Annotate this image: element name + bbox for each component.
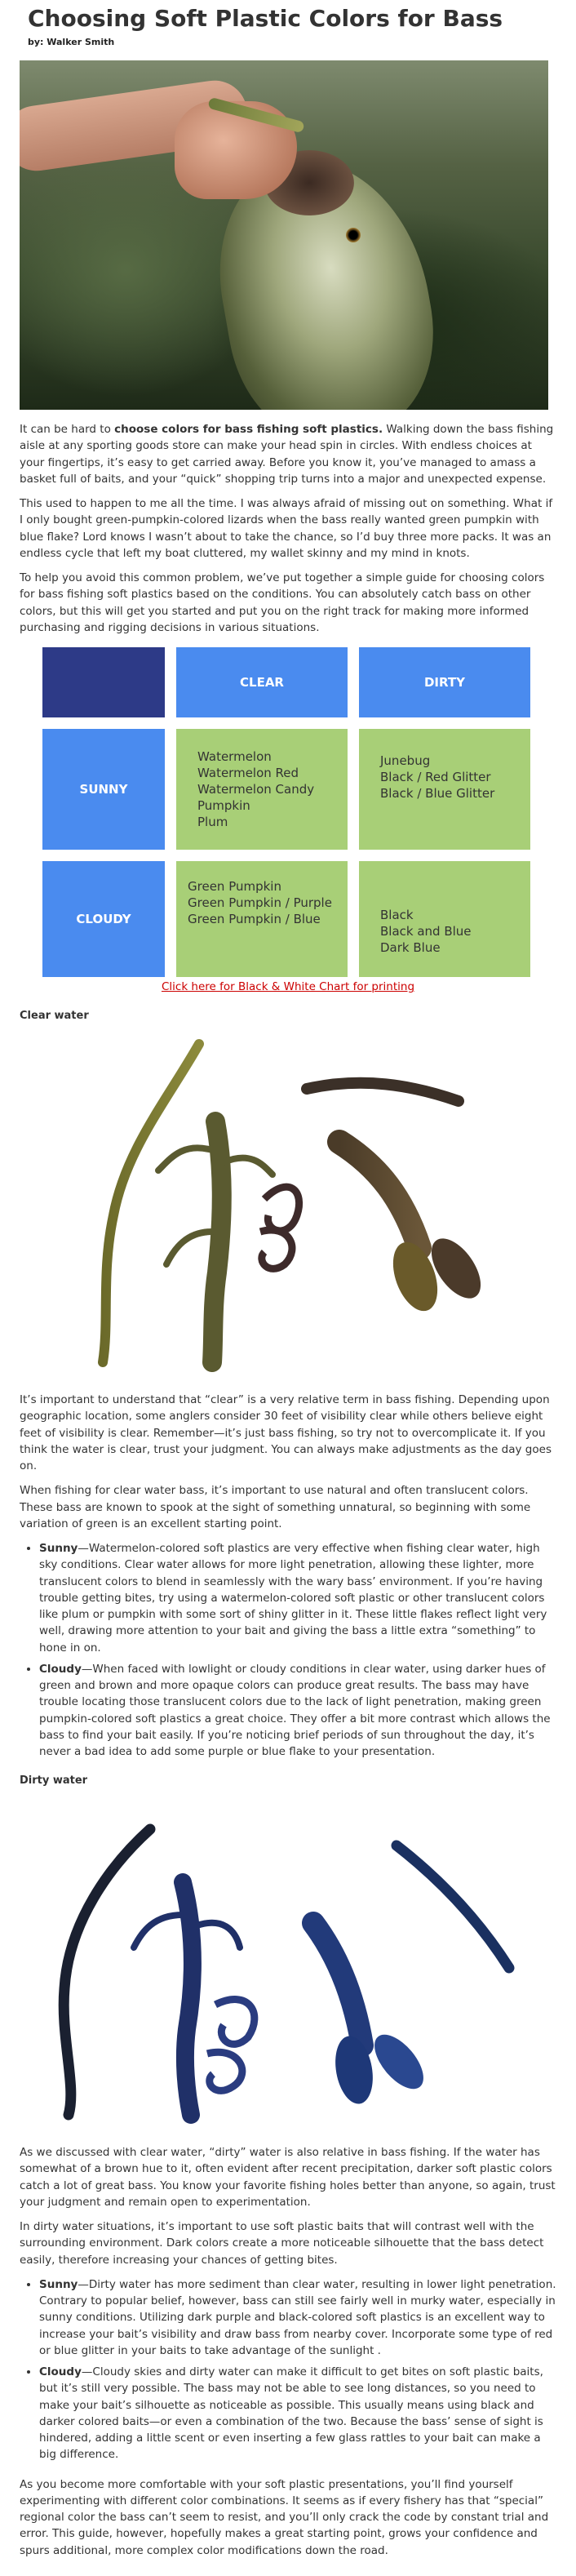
dirty-water-heading: Dirty water <box>20 1774 88 1788</box>
page-title: Choosing Soft Plastic Colors for Bass <box>28 5 503 32</box>
dirty-lure-craw-body <box>313 1923 362 2045</box>
bullet-text: —Dirty water has more sediment than clear water, resulting in lower light penetration. Contrary to popular belief, however, bass can still see fairly well in murky water, especially in sunny conditions. Utilizing dark purple and black-colored soft plastics is an excellent way to increase your bait’s visibility and draw bass from nearby cover. Incorporate some type of red or blue glitter in your baits to take advantage of the sunlight . <box>39 2277 556 2357</box>
intro-bold-text: choose colors for bass fishing soft plastics. <box>114 423 383 436</box>
intro-paragraph-3: To help you avoid this common problem, we’ve put together a simple guide for choosing colors for bass fishing soft plastics based on the conditions. You can absolutely catch bass on other colors, but this will get you started and put you on the right track for making more informed purchasing and rigging decisions in various situations. <box>20 571 545 634</box>
chart-color-item: Black / Blue Glitter <box>380 786 495 801</box>
list-item <box>39 2276 556 2359</box>
chart-row-sunny: SUNNY <box>42 729 165 850</box>
dirty-water-paragraph-1: As we discussed with clear water, “dirty” water is also relative in bass fishing. If the water has somewhat of a brown hue to it, often evident after recent precipitation, darker soft plastic colors catch a lot of great bass. You know your favorite fishing holes better than anyone, so again, trust your judgment and remain open to experimentation. <box>20 2146 556 2209</box>
dirty-lure-grub-tail-2 <box>207 2052 242 2090</box>
clear-water-lures-image <box>20 1028 548 1379</box>
hero-fish-eye <box>346 228 361 242</box>
bullet-label-sunny: Sunny <box>39 1542 78 1555</box>
dirty-lure-grub-tail <box>215 1999 255 2044</box>
conclusion-paragraph: As you become more comfortable with your soft plastic presentations, you’ll find yourself experimenting with different color combinations. It seems as if every fishery has that “special” regional color the bass can’t seem to resist, and you’ll only crack the code by constant trial and error. This guide, however, hopefully makes a great starting point, grows your confidence and spurs additional, more complex color modifications down the road. <box>20 2477 549 2557</box>
chart-header-dirty: DIRTY <box>359 647 530 717</box>
clear-lure-lizard-leg-2 <box>224 1157 272 1174</box>
clear-lure-lizard-body <box>212 1121 222 1362</box>
clear-lure-craw-body <box>339 1142 419 1248</box>
bullet-text: —Watermelon-colored soft plastics are very effective when fishing clear water, high sky conditions. Clear water allows for more light penetration, allowing these lighter, more translucent colors to blend in seamlessly with the wary bass’ environment. If you’re having trouble getting bites, try using a watermelon-colored soft plastic or other translucent colors like plum or pumpkin with some sort of shiny glitter in it. These little flakes reflect light very well, drawing more attention to your bait and giving the bass a little extra “something” to hone in on. <box>39 1542 547 1654</box>
clear-water-paragraph-1: It’s important to understand that “clear” is a very relative term in bass fishing. Depending upon geographic location, some anglers consider 30 feet of visibility clear while others believe eight feet of visibility is clear. Remember—it’s just bass fishing, so try not to overcomplicate it. If you think the water is clear, trust your judgment. You can always make adjustments as the day goes on. <box>20 1393 552 1472</box>
byline: by: Walker Smith <box>28 37 115 47</box>
chart-cell-cloudy-dirty <box>359 861 530 977</box>
dirty-lure-craw-claw-2 <box>366 2026 432 2097</box>
chart-color-item: Black / Red Glitter <box>380 770 491 784</box>
chart-cell-cloudy-clear <box>176 861 348 977</box>
intro-paragraph-1 <box>20 421 556 487</box>
clear-water-heading: Clear water <box>20 1010 89 1023</box>
bw-chart-link[interactable]: Click here for Black & White Chart for printing <box>161 980 415 993</box>
dirty-water-paragraph-2: In dirty water situations, it’s important to use soft plastic baits that will contrast well with the surrounding environment. Dark colors create a more noticeable silhouette that the bass detect easily, therefore increasing your chances of getting bites. <box>20 2220 544 2267</box>
bullet-label-sunny: Sunny <box>39 2277 78 2291</box>
clear-water-bullets <box>20 1540 556 1760</box>
list-item <box>39 2364 556 2463</box>
dirty-lure-stick <box>397 1845 509 1968</box>
clear-lure-lizard-leg-3 <box>166 1232 212 1264</box>
chart-color-item: Green Pumpkin <box>188 879 281 894</box>
intro-text: It can be hard to <box>20 423 115 436</box>
intro-paragraph-2: This used to happen to me all the time. I was always afraid of missing out on something. What if I only bought green-pumpkin-colored lizards when the bass really wanted green pumpkin with blue flake? Lord knows I wasn’t about to take the chance, so I’d buy three more packs. It was an endless cycle that left my boat cluttered, my wallet skinny and my mind in knots. <box>20 497 553 560</box>
clear-lure-grub-tail-2 <box>260 1230 292 1268</box>
chart-color-item: Junebug <box>380 753 431 768</box>
chart-color-item: Dark Blue <box>380 940 441 955</box>
chart-color-item: Black <box>380 908 414 922</box>
chart-header-clear: CLEAR <box>176 647 348 717</box>
list-item <box>39 1661 556 1761</box>
bullet-label-cloudy: Cloudy <box>39 1662 82 1676</box>
clear-lure-grub-tail <box>264 1187 299 1231</box>
color-chart <box>42 647 553 977</box>
hero-image-bass-fish <box>20 60 548 410</box>
chart-cell-sunny-dirty <box>359 729 530 850</box>
chart-color-item: Green Pumpkin / Blue <box>188 912 321 926</box>
bullet-text: —Cloudy skies and dirty water can make it difficult to get bites on soft plastic baits, but it’s still very possible. The bass may not be able to see long distances, so you need to make your bait’s silhouette as noticeable as possible. This usually means using black and darker colored baits—or even a combination of the two. Because the bass’ sense of sight is hindered, adding a little scent or even inserting a few glass rattles to your bait can make a big difference. <box>39 2365 543 2462</box>
chart-color-item: Watermelon Candy <box>197 782 315 797</box>
chart-color-item: Black and Blue <box>380 924 472 939</box>
clear-lure-stick <box>307 1083 459 1101</box>
clear-lure-worm <box>103 1044 199 1362</box>
dirty-water-bullets <box>20 2276 556 2463</box>
bullet-text: —When faced with lowlight or cloudy conditions in clear water, using darker hues of green and brown and more opaque colors can produce great results. The bass may have trouble locating those translucent colors due to the lack of light penetration, making green pumpkin-colored soft plastics a great choice. They offer a bit more contrast which allows the bass to find your bait easily. If you’re noticing brief periods of sun throughout the day, it’s never a bad idea to add some purple or blue flake to your presentation. <box>39 1662 551 1758</box>
chart-color-item: Plum <box>197 815 228 829</box>
chart-row-cloudy: CLOUDY <box>42 861 165 977</box>
list-item <box>39 1540 556 1656</box>
dirty-lure-lizard-leg-1 <box>134 1915 183 1948</box>
chart-color-item: Pumpkin <box>197 798 250 813</box>
dirty-water-lures-image <box>20 1792 548 2131</box>
clear-water-paragraph-2: When fishing for clear water bass, it’s important to use natural and often translucent colors. These bass are known to spook at the sight of something unnatural, so beginning with some variation of green is an excellent starting point. <box>20 1484 531 1530</box>
clear-lure-lizard-leg-1 <box>158 1148 212 1170</box>
bullet-label-cloudy: Cloudy <box>39 2365 82 2378</box>
chart-color-item: Watermelon Red <box>197 766 299 780</box>
chart-corner <box>42 647 165 717</box>
chart-color-item: Watermelon <box>197 749 272 764</box>
chart-cell-sunny-clear <box>176 729 348 850</box>
chart-color-item: Green Pumpkin / Purple <box>188 895 332 910</box>
dirty-lure-worm <box>64 1829 150 2115</box>
intro-text-cont: Walking down the bass fishing aisle at any sporting goods store can make your head spin in circles. With endless choices at your fingertips, it’s easy to get carried away. Before you know it, you’ve managed to amass a basket full of baits, and your “quick” shopping trip turns into a major and unexpected expense. <box>20 423 554 486</box>
